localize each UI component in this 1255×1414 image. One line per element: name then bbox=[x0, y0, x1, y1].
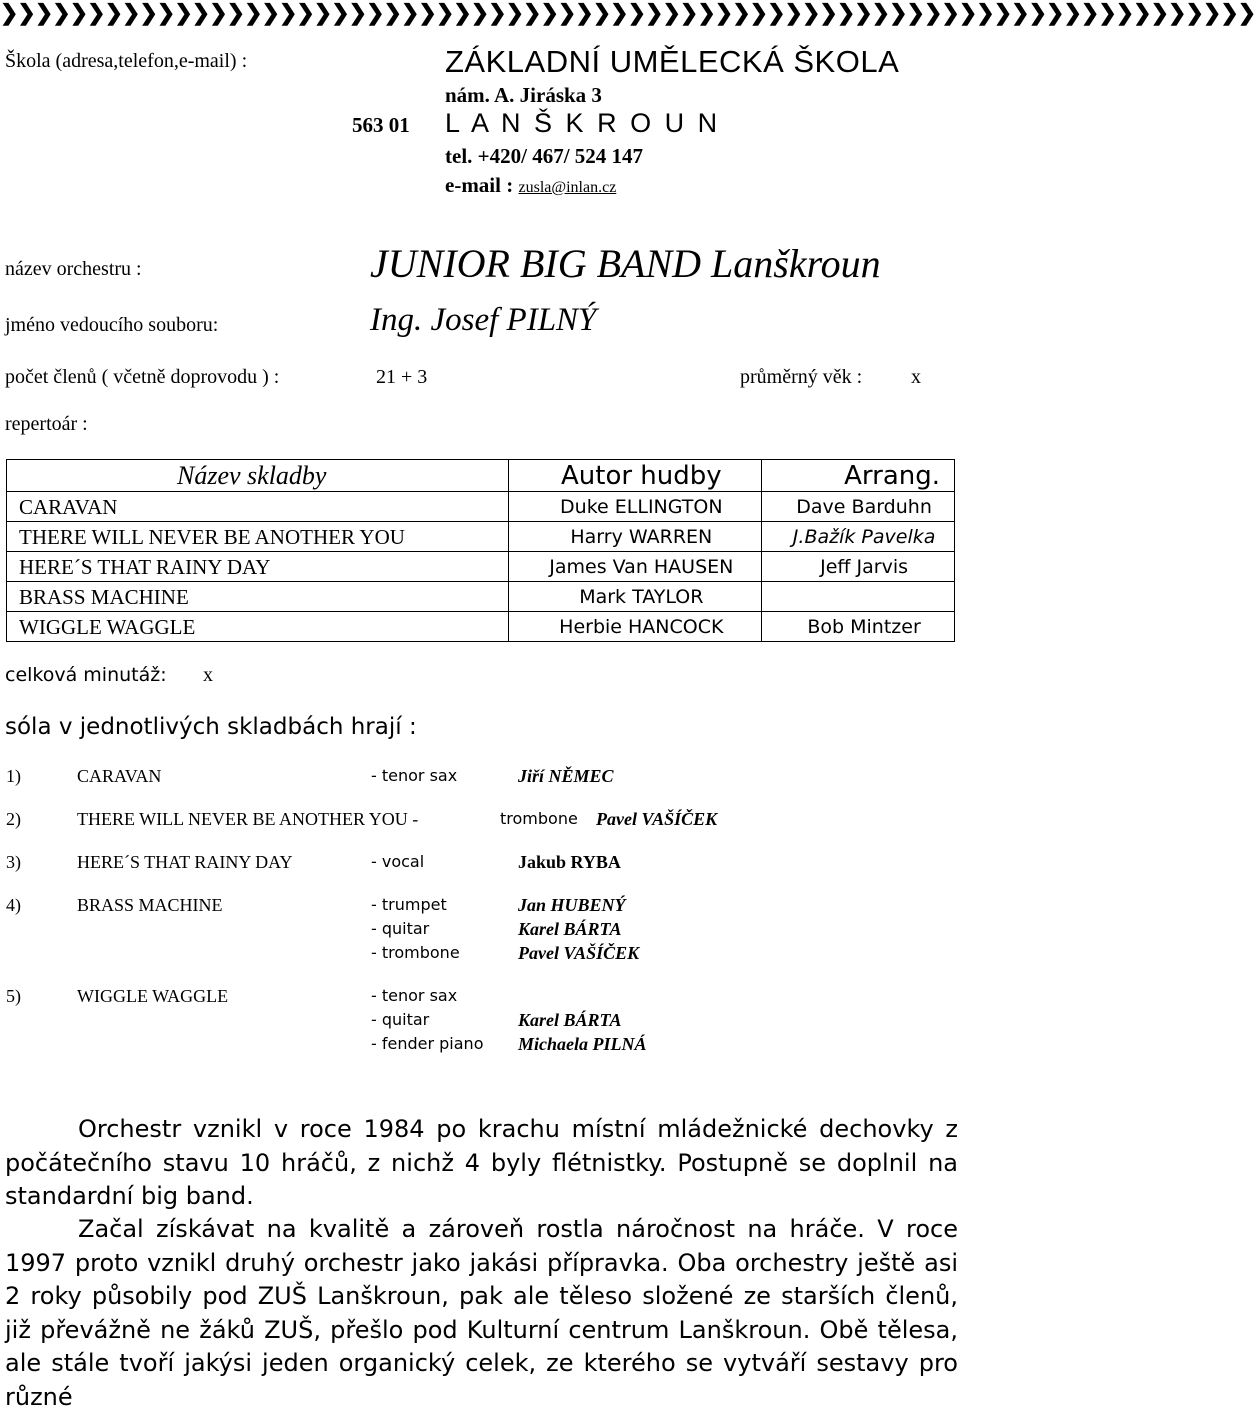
orchestra-name: JUNIOR BIG BAND Lanškroun bbox=[370, 241, 881, 286]
solo-instrument: - quitar bbox=[371, 919, 430, 938]
table-row bbox=[7, 582, 955, 612]
school-city: L A N Š K R O U N bbox=[445, 108, 721, 138]
song-title: BRASS MACHINE bbox=[7, 582, 509, 612]
school-phone: tel. +420/ 467/ 524 147 bbox=[445, 144, 644, 168]
song-title: THERE WILL NEVER BE ANOTHER YOU bbox=[7, 522, 509, 552]
solo-player: Jakub RYBA bbox=[518, 852, 621, 872]
decorative-border: ❯❯❯❯❯❯❯❯❯❯❯❯❯❯❯❯❯❯❯❯❯❯❯❯❯❯❯❯❯❯❯❯❯❯❯❯❯❯❯❯❯❯❯❯❯❯❯❯❯❯❯❯❯❯❯❯❯❯❯❯❯❯❯❯❯❯❯❯❯❯❯❯ bbox=[0, 0, 1255, 25]
solo-item bbox=[0, 986, 960, 1010]
school-email-line bbox=[445, 173, 616, 198]
solo-song: CARAVAN bbox=[77, 766, 162, 786]
solos-heading: sóla v jednotlivých skladbách hrají : bbox=[5, 714, 417, 740]
table-row bbox=[7, 552, 955, 582]
history-paragraph-1: Orchestr vznikl v roce 1984 po krachu místní mládežnické dechovky z počátečního stavu 10 hráčů, z nichž 4 byly flétnistky. Postupně se doplnil na standardní big band. bbox=[5, 1115, 958, 1210]
members-label: počet členů ( včetně doprovodu ) : bbox=[5, 366, 280, 388]
orchestra-label: název orchestru : bbox=[5, 258, 142, 280]
solo-player: Pavel VAŠÍČEK bbox=[518, 943, 640, 963]
solo-song: HERE´S THAT RAINY DAY bbox=[77, 852, 293, 872]
song-title: HERE´S THAT RAINY DAY bbox=[7, 552, 509, 582]
song-composer: Harry WARREN bbox=[509, 522, 762, 552]
solo-number: 3) bbox=[6, 852, 21, 872]
solo-instrument: - tenor sax bbox=[371, 986, 458, 1005]
solo-instrument: - trumpet bbox=[371, 895, 447, 914]
email-link[interactable]: zusla@inlan.cz bbox=[518, 179, 617, 196]
repertoire-table bbox=[6, 459, 955, 642]
song-arranger bbox=[762, 582, 955, 612]
email-label: e-mail : bbox=[445, 173, 514, 197]
solo-player: Jiří NĚMEC bbox=[518, 766, 614, 786]
leader-name: Ing. Josef PILNÝ bbox=[370, 302, 597, 338]
solo-song: THERE WILL NEVER BE ANOTHER YOU - bbox=[77, 809, 419, 829]
song-composer: Duke ELLINGTON bbox=[509, 492, 762, 522]
solo-line bbox=[0, 1034, 960, 1058]
solo-item bbox=[0, 809, 960, 833]
header-arranger: Arrang. bbox=[762, 460, 955, 492]
table-row bbox=[7, 492, 955, 522]
song-composer: James Van HAUSEN bbox=[509, 552, 762, 582]
duration-label: celková minutáž: bbox=[5, 664, 167, 686]
solo-instrument: - tenor sax bbox=[371, 766, 458, 785]
school-postcode: 563 01 bbox=[352, 113, 410, 137]
solo-song: BRASS MACHINE bbox=[77, 895, 223, 915]
solo-number: 1) bbox=[6, 766, 21, 786]
header-title: Název skladby bbox=[7, 460, 509, 492]
song-composer: Mark TAYLOR bbox=[509, 582, 762, 612]
school-name: ZÁKLADNÍ UMĚLECKÁ ŠKOLA bbox=[445, 44, 900, 79]
solo-instrument: - quitar bbox=[371, 1010, 430, 1029]
table-header-row bbox=[7, 460, 955, 492]
solo-instrument: - vocal bbox=[371, 852, 425, 871]
solo-item bbox=[0, 895, 960, 919]
solo-number: 5) bbox=[6, 986, 21, 1006]
solo-instrument: trombone bbox=[500, 809, 578, 828]
solo-line bbox=[0, 1010, 960, 1034]
solo-item bbox=[0, 766, 960, 790]
solo-player: Karel BÁRTA bbox=[518, 1010, 622, 1030]
solo-number: 2) bbox=[6, 809, 21, 829]
table-row bbox=[7, 522, 955, 552]
solo-player: Pavel VAŠÍČEK bbox=[596, 809, 718, 829]
solo-instrument: - fender piano bbox=[371, 1034, 484, 1053]
members-value: 21 + 3 bbox=[376, 366, 428, 388]
song-title: CARAVAN bbox=[7, 492, 509, 522]
solo-line bbox=[0, 919, 960, 943]
duration-value: x bbox=[203, 664, 213, 686]
leader-label: jméno vedoucího souboru: bbox=[5, 314, 219, 336]
school-label: Škola (adresa,telefon,e-mail) : bbox=[5, 50, 248, 72]
repertoire-label: repertoár : bbox=[5, 413, 88, 435]
solo-number: 4) bbox=[6, 895, 21, 915]
song-composer: Herbie HANCOCK bbox=[509, 612, 762, 642]
solo-line bbox=[0, 943, 960, 967]
age-value: x bbox=[911, 366, 921, 388]
school-street: nám. A. Jiráska 3 bbox=[445, 83, 602, 107]
solo-instrument: - trombone bbox=[371, 943, 460, 962]
song-arranger: Jeff Jarvis bbox=[762, 552, 955, 582]
header-composer: Autor hudby bbox=[509, 460, 762, 492]
solo-item bbox=[0, 852, 960, 876]
song-arranger: Dave Barduhn bbox=[762, 492, 955, 522]
solo-player: Jan HUBENÝ bbox=[518, 895, 626, 915]
history-paragraph-2: Začal získávat na kvalitě a zároveň rostla náročnost na hráče. V roce 1997 proto vznikl druhý orchestr jako jakási přípravka. Oba orchestry ještě asi 2 roky působily pod ZUŠ Lanškroun, pak ale těleso složené ze starších členů, již převážně ne žáků ZUŠ, přešlo pod Kulturní centrum Lanškroun. Obě tělesa, ale stále tvoří jakýsi jeden organický celek, ze kterého se vytváří sestavy pro různé bbox=[5, 1215, 958, 1411]
song-arranger: Bob Mintzer bbox=[762, 612, 955, 642]
solo-player: Karel BÁRTA bbox=[518, 919, 622, 939]
solo-player: Michaela PILNÁ bbox=[518, 1034, 647, 1054]
solo-song: WIGGLE WAGGLE bbox=[77, 986, 229, 1006]
song-title: WIGGLE WAGGLE bbox=[7, 612, 509, 642]
song-arranger: J.Bažík Pavelka bbox=[762, 522, 955, 552]
age-label: průměrný věk : bbox=[740, 366, 863, 388]
table-row bbox=[7, 612, 955, 642]
